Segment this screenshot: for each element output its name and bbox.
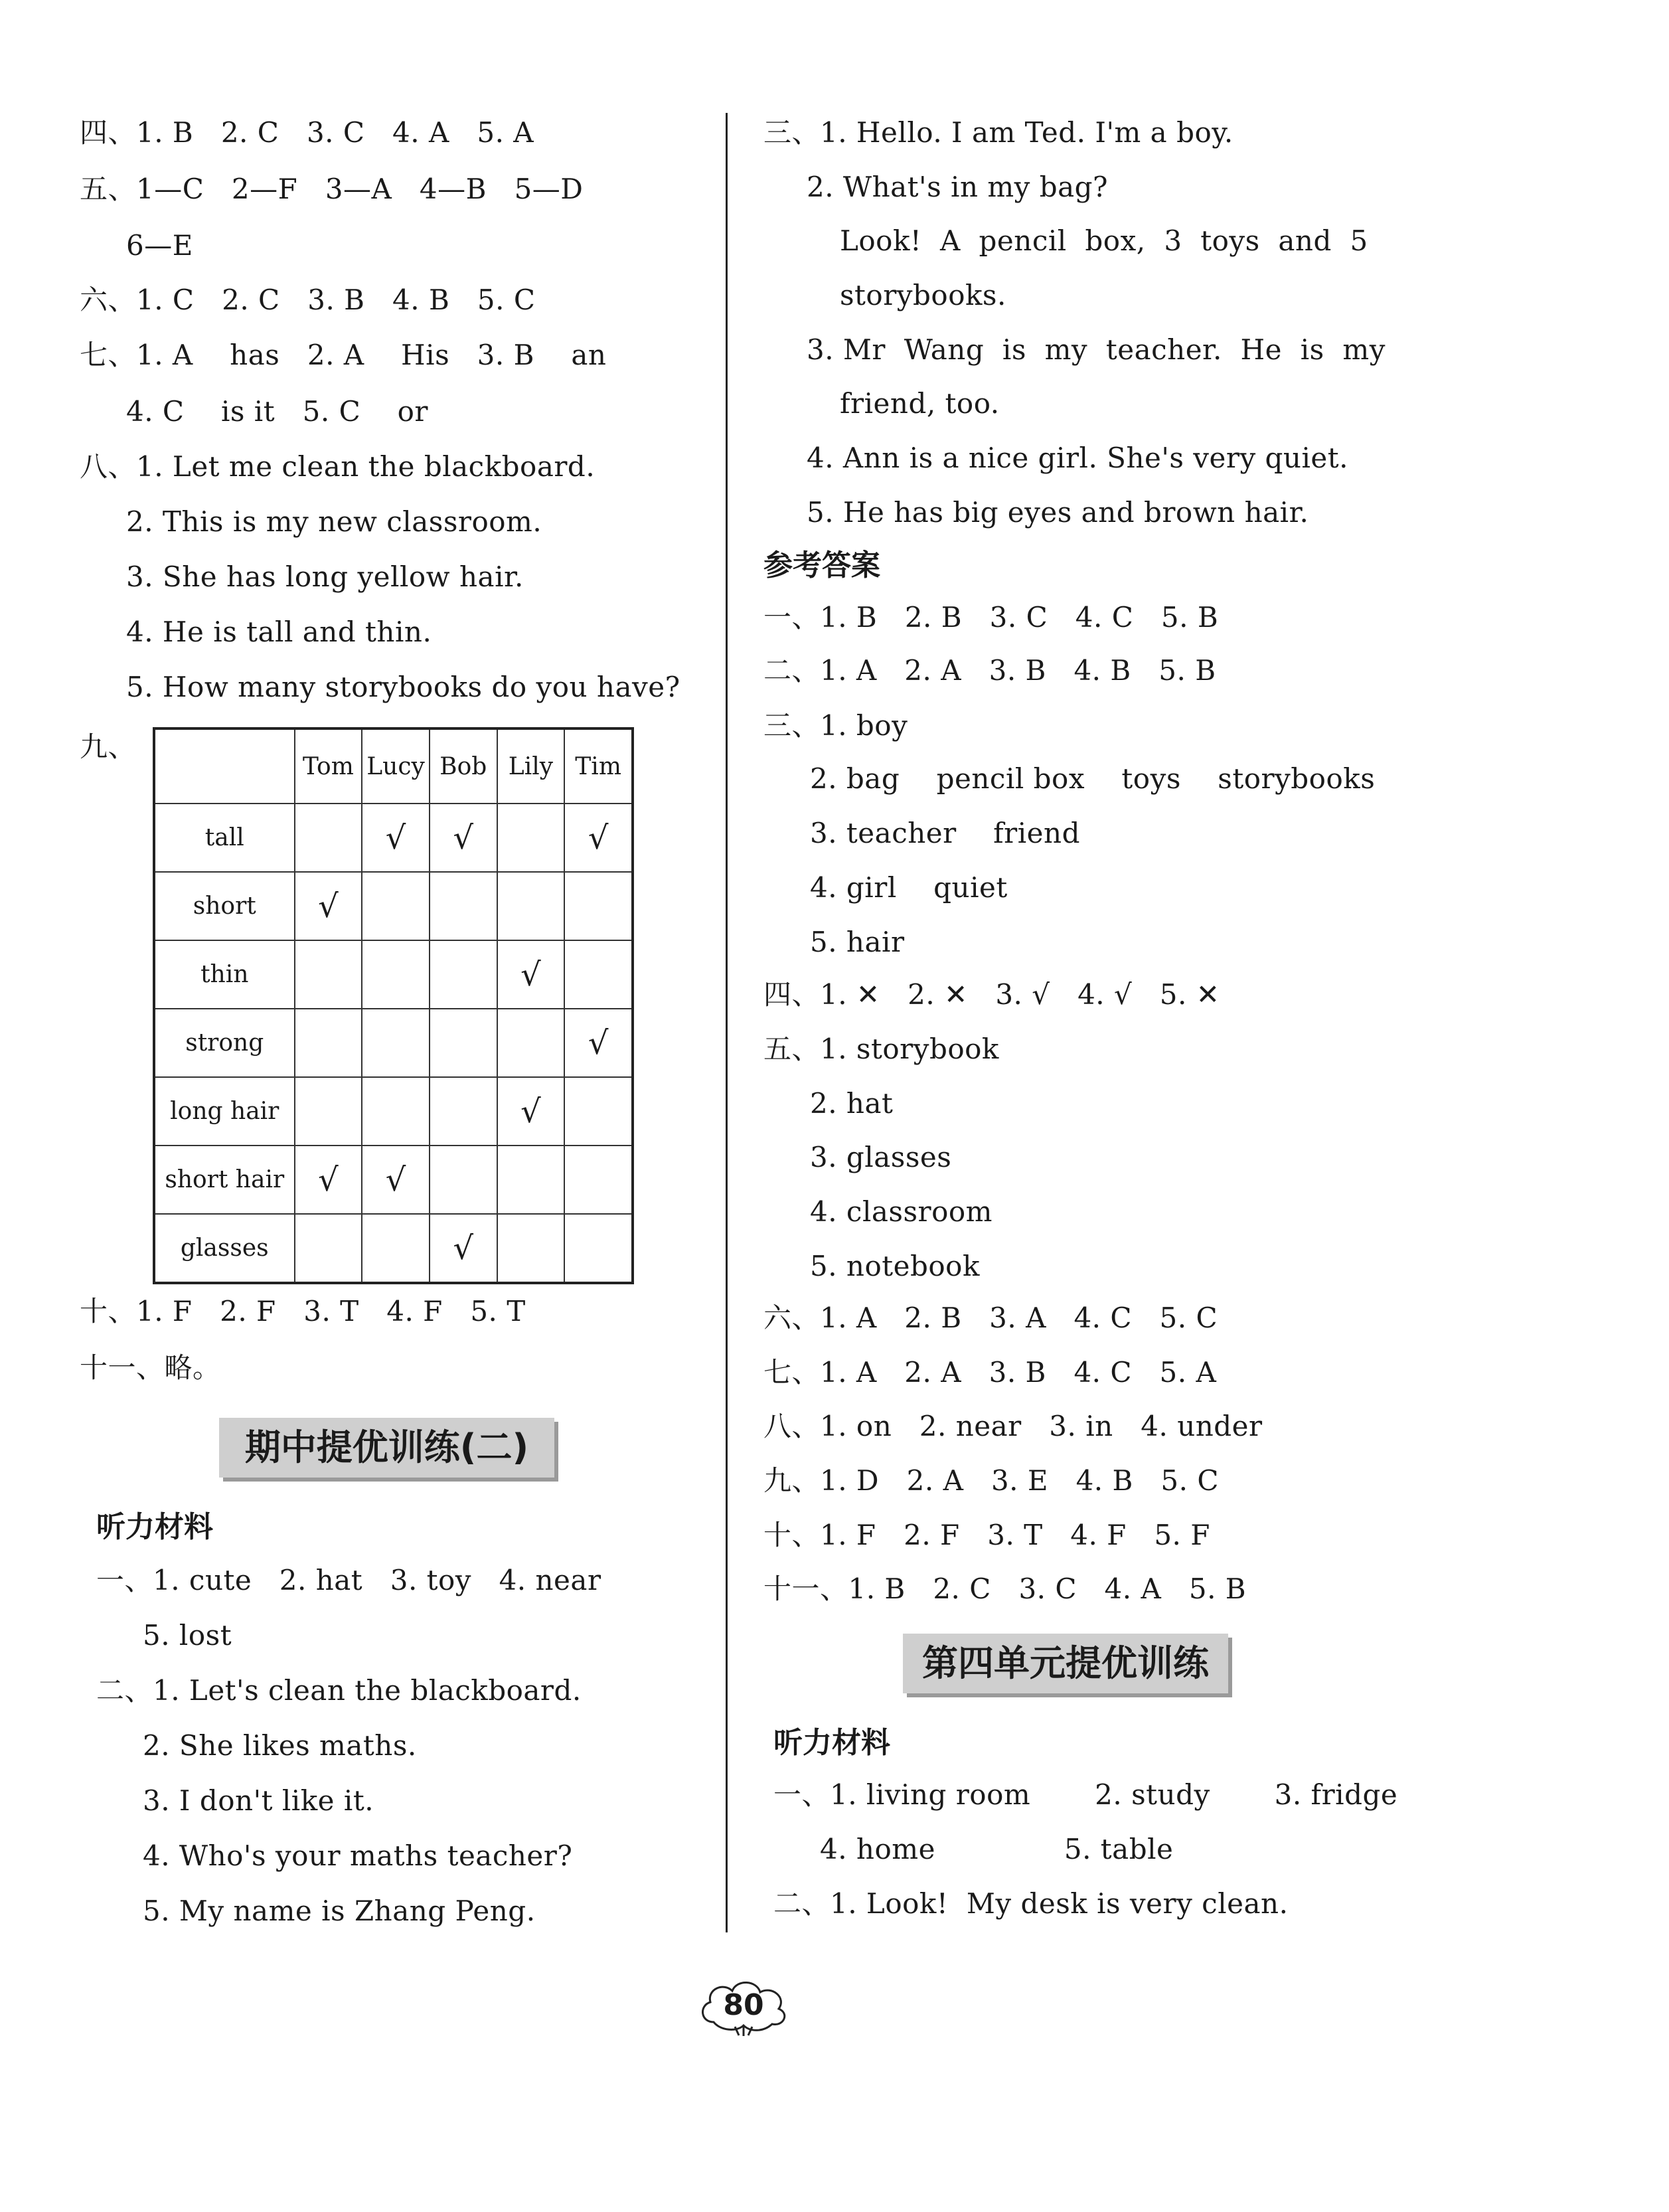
answer-line: 3. She has long yellow hair. (126, 560, 524, 593)
check-cell (362, 1009, 430, 1077)
answer-line: 4. classroom (810, 1195, 993, 1228)
answer-line: 4. Who's your maths teacher? (143, 1839, 573, 1872)
check-cell (295, 1214, 362, 1283)
answer-line: 5. How many storybooks do you have? (126, 671, 680, 703)
check-cell (430, 1146, 497, 1214)
check-cell: √ (497, 940, 565, 1009)
table-header-cell: Bob (430, 728, 497, 804)
check-cell (564, 1146, 633, 1214)
check-cell (497, 804, 565, 872)
answer-line: 4. C is it 5. C or (126, 395, 428, 428)
answer-line: 五、1. storybook (763, 1033, 999, 1065)
check-cell (430, 1009, 497, 1077)
page-number: 80 (723, 1988, 764, 2022)
check-cell (430, 940, 497, 1009)
answer-line: 七、1. A has 2. A His 3. B an (80, 339, 607, 371)
answer-line: 二、1. Let's clean the blackboard. (96, 1674, 582, 1707)
row-label-cell: glasses (154, 1214, 295, 1283)
check-cell (295, 1077, 362, 1146)
answer-line: 五、1—C 2—F 3—A 4—B 5—D (80, 173, 584, 205)
answer-line: 十、1. F 2. F 3. T 4. F 5. T (80, 1295, 526, 1327)
check-cell (430, 1077, 497, 1146)
check-cell (362, 940, 430, 1009)
section-label: 九、 (80, 730, 137, 763)
check-cell (295, 1009, 362, 1077)
table-header-cell (154, 728, 295, 804)
answer-line: 十一、略。 (80, 1351, 221, 1384)
answer-line: 二、1. Look! My desk is very clean. (773, 1887, 1289, 1920)
answer-line: 十、1. F 2. F 3. T 4. F 5. F (763, 1519, 1210, 1551)
section-banner: 第四单元提优训练 (903, 1634, 1228, 1693)
answer-line: 六、1. C 2. C 3. B 4. B 5. C (80, 284, 536, 316)
row-label-cell: long hair (154, 1077, 295, 1146)
check-cell: √ (362, 1146, 430, 1214)
table-row (154, 1214, 633, 1283)
answer-line: 3. teacher friend (810, 817, 1080, 849)
row-label-cell: thin (154, 940, 295, 1009)
answer-line: 一、1. B 2. B 3. C 4. C 5. B (763, 601, 1219, 634)
section-banner: 期中提优训练(二) (219, 1418, 554, 1478)
check-cell (362, 872, 430, 940)
check-cell (564, 1214, 633, 1283)
check-cell: √ (430, 804, 497, 872)
answer-line: 3. glasses (810, 1141, 952, 1173)
answer-line: 六、1. A 2. B 3. A 4. C 5. C (763, 1302, 1218, 1334)
answer-line: 2. She likes maths. (143, 1729, 417, 1762)
answer-line: 三、1. boy (763, 709, 908, 742)
answer-line: 5. hair (810, 926, 905, 958)
check-cell: √ (295, 872, 362, 940)
check-cell (564, 940, 633, 1009)
table-row (154, 1077, 633, 1146)
answer-line: 4. Ann is a nice girl. She's very quiet. (807, 442, 1348, 474)
row-label-cell: strong (154, 1009, 295, 1077)
check-cell: √ (497, 1077, 565, 1146)
answer-line: 十一、1. B 2. C 3. C 4. A 5. B (763, 1573, 1247, 1605)
answer-line: 4. home 5. table (820, 1833, 1174, 1865)
answer-line: 2. This is my new classroom. (126, 505, 542, 538)
answer-line: 四、1. B 2. C 3. C 4. A 5. A (80, 116, 534, 149)
answer-line: 九、1. D 2. A 3. E 4. B 5. C (763, 1464, 1219, 1497)
answer-line: 三、1. Hello. I am Ted. I'm a boy. (763, 116, 1233, 149)
table-row (154, 804, 633, 872)
table-row (154, 1146, 633, 1214)
answer-line: 一、1. living room 2. study 3. fridge (773, 1778, 1398, 1811)
answer-line: Look! A pencil box, 3 toys and 5 (840, 224, 1368, 257)
answer-line: 七、1. A 2. A 3. B 4. C 5. A (763, 1356, 1217, 1389)
check-cell (362, 1077, 430, 1146)
answer-line: storybooks. (840, 279, 1006, 311)
table-row (154, 1009, 633, 1077)
table-header-row (154, 728, 633, 804)
answer-line: 2. bag pencil box toys storybooks (810, 762, 1376, 795)
answer-table (153, 727, 634, 1284)
answer-line: 3. I don't like it. (143, 1784, 374, 1817)
check-cell (362, 1214, 430, 1283)
answer-line: 5. notebook (810, 1250, 980, 1282)
answer-line: 八、1. Let me clean the blackboard. (80, 450, 596, 483)
column-divider (726, 113, 728, 1932)
check-cell (564, 872, 633, 940)
check-cell: √ (564, 1009, 633, 1077)
row-label-cell: short hair (154, 1146, 295, 1214)
page-number-badge (694, 1972, 793, 2039)
check-cell (564, 1077, 633, 1146)
answer-line: 4. girl quiet (810, 871, 1008, 904)
answer-line: 3. Mr Wang is my teacher. He is my (807, 333, 1386, 366)
section-heading: 听力材料 (773, 1726, 890, 1760)
check-cell (497, 1214, 565, 1283)
check-cell (497, 872, 565, 940)
table-header-cell: Tim (564, 728, 633, 804)
answer-line: 5. lost (143, 1619, 232, 1652)
table-header-cell: Lucy (362, 728, 430, 804)
answer-line: 6—E (126, 229, 193, 262)
table-header-cell: Lily (497, 728, 565, 804)
answer-line: 八、1. on 2. near 3. in 4. under (763, 1410, 1263, 1442)
table-row (154, 940, 633, 1009)
check-cell: √ (564, 804, 633, 872)
answer-line: 4. He is tall and thin. (126, 616, 432, 648)
section-heading: 听力材料 (96, 1510, 213, 1544)
row-label-cell: tall (154, 804, 295, 872)
check-cell (430, 872, 497, 940)
answer-line: 5. My name is Zhang Peng. (143, 1895, 536, 1927)
answer-line: 5. He has big eyes and brown hair. (807, 496, 1309, 529)
answer-line: 2. hat (810, 1087, 894, 1120)
check-cell: √ (295, 1146, 362, 1214)
check-cell (295, 940, 362, 1009)
section-heading: 参考答案 (763, 549, 880, 582)
check-cell (497, 1009, 565, 1077)
row-label-cell: short (154, 872, 295, 940)
check-cell: √ (430, 1214, 497, 1283)
check-cell (295, 804, 362, 872)
answer-line: 二、1. A 2. A 3. B 4. B 5. B (763, 654, 1216, 687)
table-header-cell: Tom (295, 728, 362, 804)
check-cell: √ (362, 804, 430, 872)
answer-line: 2. What's in my bag? (807, 171, 1109, 203)
answer-line: 一、1. cute 2. hat 3. toy 4. near (96, 1564, 601, 1596)
check-cell (497, 1146, 565, 1214)
answer-line: friend, too. (840, 387, 1000, 420)
table-row (154, 872, 633, 940)
answer-line: 四、1. ✕ 2. ✕ 3. √ 4. √ 5. ✕ (763, 978, 1220, 1011)
